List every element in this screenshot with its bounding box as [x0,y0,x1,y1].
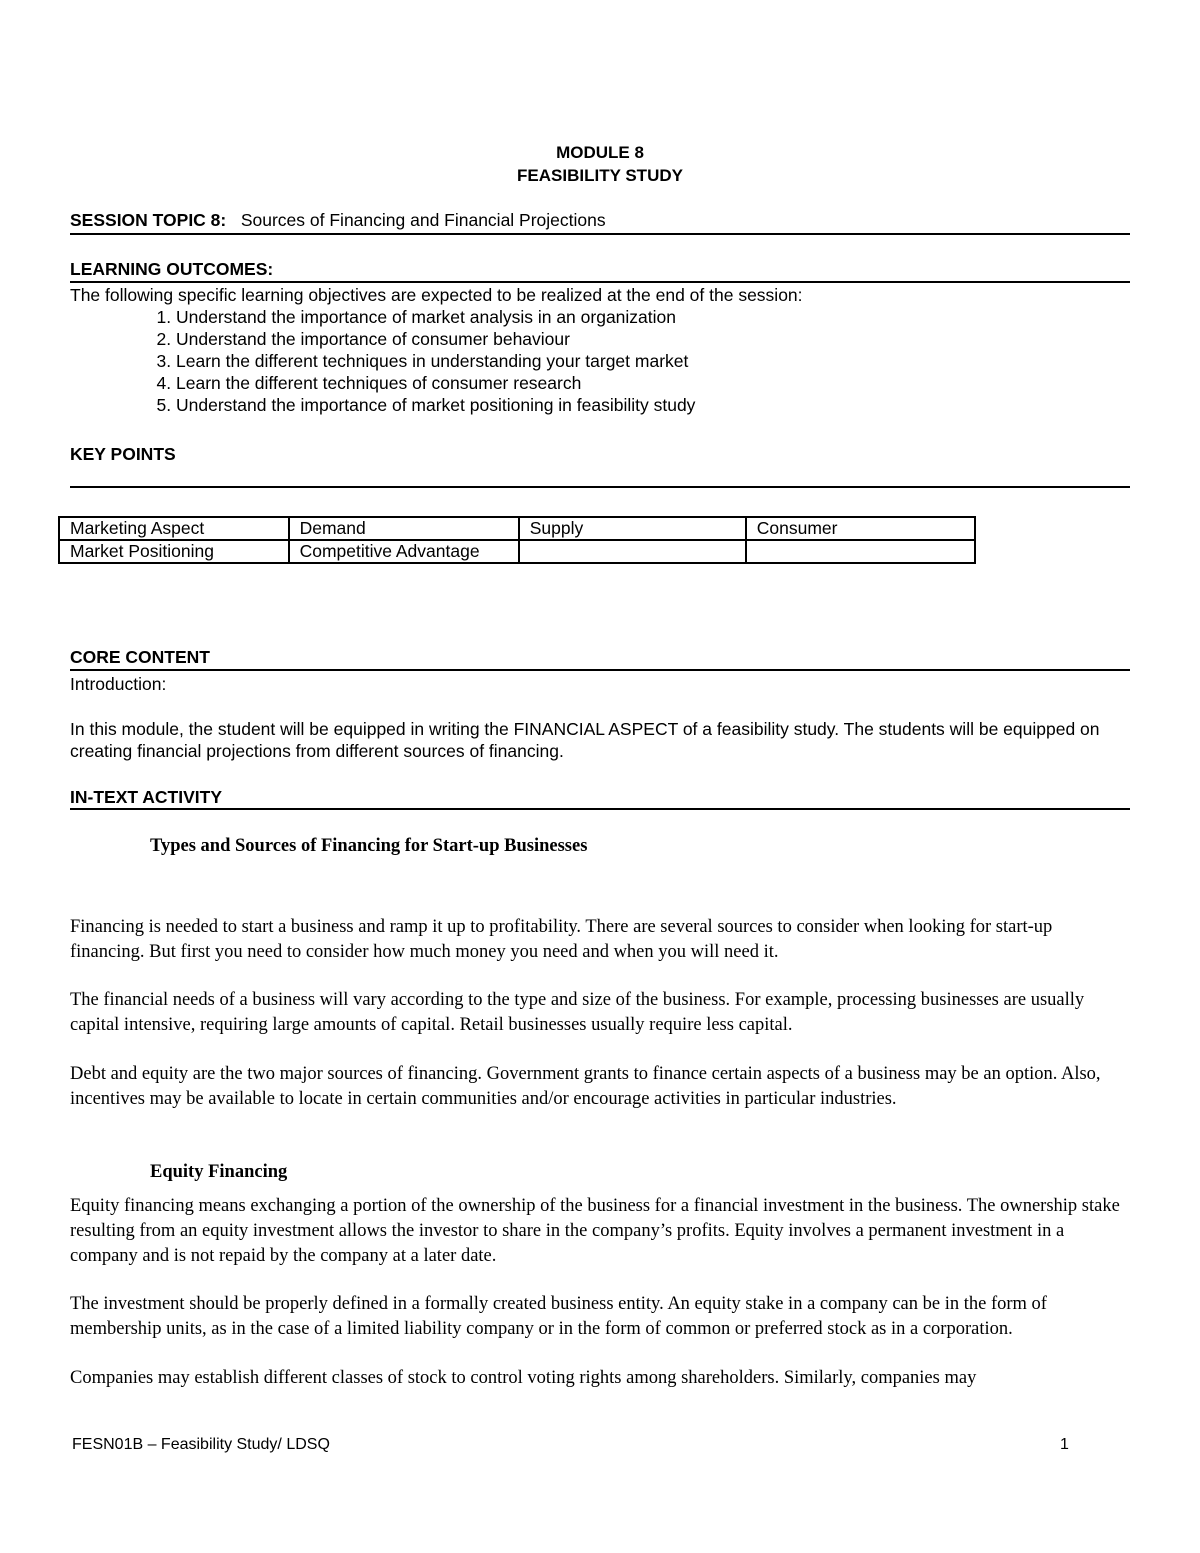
table-row [59,540,975,563]
session-topic-line [70,209,1130,231]
list-item: 4. Learn the different techniques of consumer research [176,372,1136,394]
divider [70,281,1130,283]
table-cell: Supply [519,517,746,540]
list-item: 5. Understand the importance of market positioning in feasibility study [176,394,1136,416]
learning-outcomes-heading: LEARNING OUTCOMES: [70,259,274,279]
introduction-label: Introduction: [70,674,167,694]
equity-financing-heading: Equity Financing [150,1162,288,1182]
divider [70,486,1130,488]
key-points-table [58,516,976,564]
divider [70,808,1130,810]
activity-subtitle: Types and Sources of Financing for Start-up Businesses [150,836,588,856]
paragraph: The investment should be properly defined in a formally created business entity. An equity stake in a company can be in the form of membership units, as in the case of a limited liability company or in the form of common or preferred stock as in a corporation. [70,1294,1047,1339]
table-cell: Demand [289,517,519,540]
list-item: 3. Learn the different techniques in understanding your target market [176,350,1136,372]
table-row [59,517,975,540]
paragraph: Debt and equity are the two major sources of financing. Government grants to finance certain aspects of a business may be an option. Also, incentives may be available to locate in certain communities and/or encourage activities in particular industries. [70,1064,1101,1109]
list-item: 2. Understand the importance of consumer behaviour [176,328,1136,350]
module-number: MODULE 8 [556,143,644,162]
divider [70,669,1130,671]
module-title: FEASIBILITY STUDY [517,166,683,185]
table-cell: Consumer [746,517,975,540]
divider [70,233,1130,235]
paragraph: Financing is needed to start a business and ramp it up to profitability. There are several sources to consider when looking for start-up financing. But first you need to consider how much money you need and when you will need it. [70,917,1053,962]
list-item: 1. Understand the importance of market analysis in an organization [176,306,1136,328]
session-topic-label: SESSION TOPIC 8: [70,210,227,230]
core-content-heading: CORE CONTENT [70,647,210,667]
table-cell: Competitive Advantage [289,540,519,563]
footer-course: FESN01B – Feasibility Study/ LDSQ [72,1436,330,1453]
paragraph: Companies may establish different classes of stock to control voting rights among shareholders. Similarly, companies may [70,1368,977,1388]
session-topic-text: Sources of Financing and Financial Projections [240,210,606,230]
introduction-text: In this module, the student will be equipped in writing the FINANCIAL ASPECT of a feasibility study. The students will be equipped on creating financial projections from different sources of financing. [70,719,1100,761]
table-cell: Marketing Aspect [59,517,289,540]
table-cell [519,540,746,563]
key-points-heading: KEY POINTS [70,444,176,464]
learning-objectives-list [70,306,1136,416]
table-cell: Market Positioning [59,540,289,563]
page-number: 1 [1060,1436,1069,1453]
paragraph: The financial needs of a business will vary according to the type and size of the business. For example, processing businesses are usually capital intensive, requiring large amounts of capital. Retail businesses usually require less capital. [70,990,1085,1035]
in-text-activity-heading: IN-TEXT ACTIVITY [70,787,222,807]
table-cell [746,540,975,563]
learning-outcomes-intro: The following specific learning objectives are expected to be realized at the end of the session: [70,285,803,305]
paragraph: Equity financing means exchanging a portion of the ownership of the business for a financial investment in the business. The ownership stake resulting from an equity investment allows the investor to share in the company’s profits. Equity involves a permanent investment in a company and is not repaid by the company at a later date. [70,1196,1120,1266]
